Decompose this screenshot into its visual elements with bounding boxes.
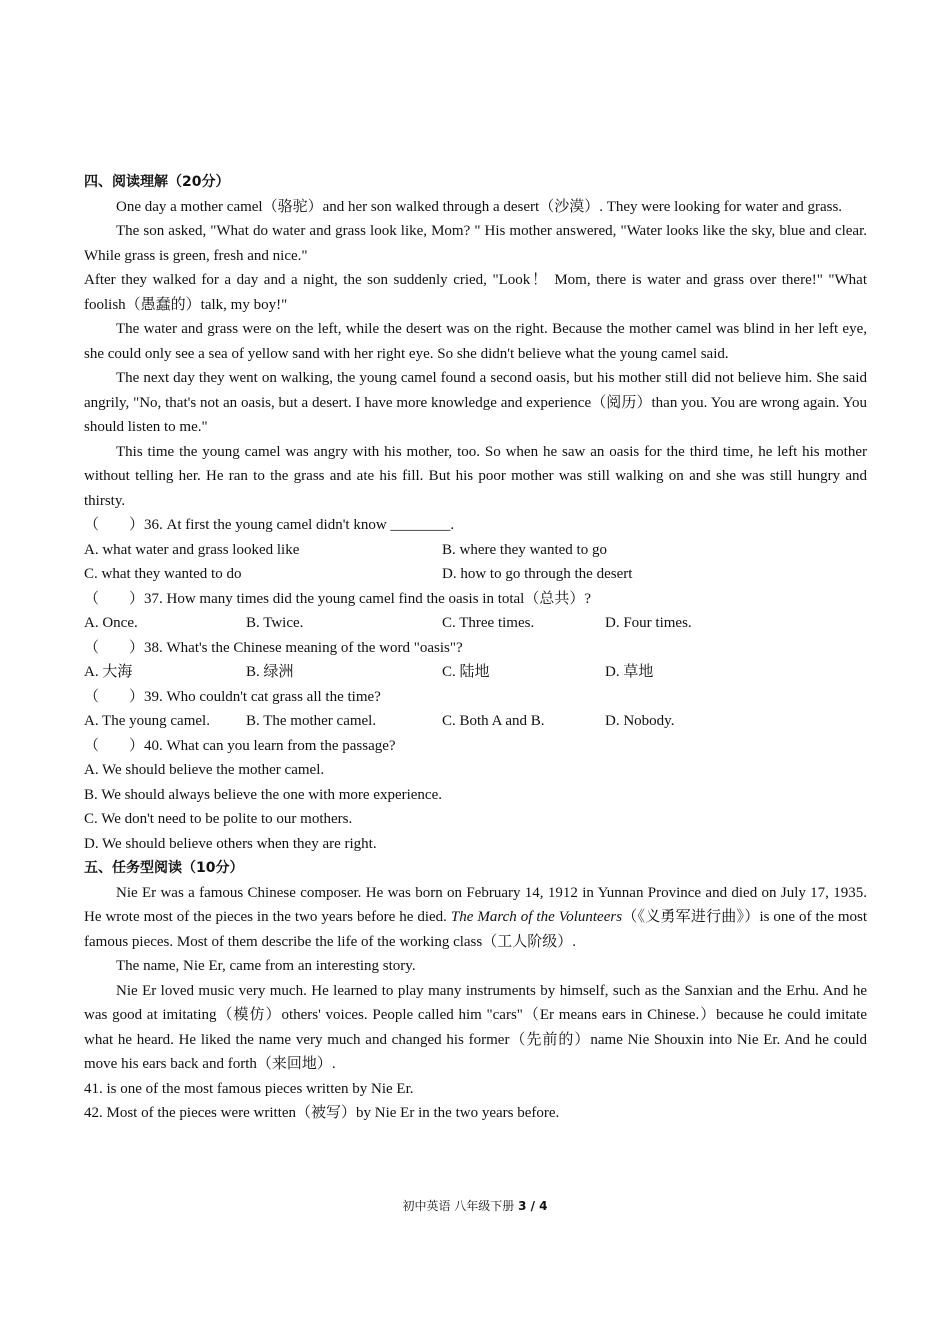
option-d: D. how to go through the desert [442,566,633,582]
page-content [84,170,867,1126]
page-number: 3 / 4 [518,1199,548,1213]
option-a: A. what water and grass looked like [84,541,300,558]
option-d: D. Nobody. [605,713,675,729]
passage-paragraph: The next day they went on walking, the young camel found a second oasis, but his mother still did not believe him. She said angrily, "No, that's not an oasis, but a desert. I have more knowledge and experience（阅历）than you. You are wrong again. You should listen to me." [84,370,867,435]
passage-text: Nie Er was a famous Chinese composer. He was born on February 14, 1912 in Yunnan Province and died on July 17, 1935. He wrote most of the pieces in the two years before he died. [84,884,867,925]
passage-paragraph: This time the young camel was angry with his mother, too. So when he saw an oasis for the third time, he left his mother without telling her. He ran to the grass and ate his fill. But his poor mother was still walking on and she was still hungry and thirsty. [84,443,867,509]
option-a: A. Once. [84,615,138,631]
option-b: B. 绿洲 [246,664,294,680]
question-39: （ ）39. Who couldn't cat grass all the time? [84,688,381,705]
question-39-options [84,709,867,734]
question-37: （ ）37. How many times did the young camel find the oasis in total（总共）? [84,590,592,607]
question-36-options [84,538,867,563]
option-d: D. Four times. [605,615,692,631]
question-40: （ ）40. What can you learn from the passage? [84,737,396,754]
footer-text: 初中英语 八年级下册 [402,1199,519,1213]
question-36: （ ）36. At first the young camel didn't know ________. [84,517,455,533]
option-c: C. Both A and B. [442,713,545,729]
section-4-heading: 四、阅读理解（20分） [84,174,230,190]
option-b: B. The mother camel. [246,713,377,729]
page-footer [0,1197,950,1214]
passage-paragraph: The son asked, "What do water and grass look like, Mom? " His mother answered, "Water looks like the sky, blue and clear. While grass is green, fresh and nice." [84,223,867,264]
option-a: A. The young camel. [84,713,210,729]
question-38: （ ）38. What's the Chinese meaning of the word "oasis"? [84,639,463,656]
option-c: C. We don't need to be polite to our mothers. [84,811,353,827]
option-d: D. 草地 [605,664,654,680]
option-c: C. 陆地 [442,664,490,680]
passage-paragraph: After they walked for a day and a night, the son suddenly cried, "Look！ Mom, there is water and grass over there!" "What foolish（愚蠢的）talk, my boy!" [84,272,867,313]
song-title: The March of the Volunteers [450,909,623,925]
task-41: 41. is one of the most famous pieces written by Nie Er. [84,1080,414,1097]
option-d: D. We should believe others when they are right. [84,835,377,852]
passage-paragraph: The water and grass were on the left, while the desert was on the right. Because the mother camel was blind in her left eye, she could only see a sea of yellow sand with her right eye. So she didn't believe what the young camel said. [84,321,867,362]
question-37-options [84,611,867,636]
passage-paragraph: The name, Nie Er, came from an interesting story. [116,958,416,974]
option-c: C. Three times. [442,615,535,631]
section-5-heading: 五、任务型阅读（10分） [84,860,244,876]
passage-text: （《义勇军进行曲》）is one of the most famous pieces. Most of them describe the life of the working class（工人阶级）. [84,909,867,950]
question-36-options [84,562,867,587]
option-a: A. 大海 [84,664,133,680]
passage-paragraph: One day a mother camel（骆驼）and her son walked through a desert（沙漠）. They were looking for water and grass. [116,198,843,215]
option-c: C. what they wanted to do [84,566,242,582]
passage-paragraph [84,881,867,955]
passage-paragraph: Nie Er loved music very much. He learned to play many instruments by himself, such as the Sanxian and the Erhu. And he was good at imitating（模仿）others' voices. People called him "cars"（Er means ears in Chinese.）because he could imitate what he heard. He liked the name very much and changed his former（先前的）name Nie Shouxin into Nie Er. And he could move his ears back and forth（来回地）. [84,982,867,1072]
option-b: B. where they wanted to go [442,541,607,558]
option-b: B. We should always believe the one with more experience. [84,786,442,803]
task-42: 42. Most of the pieces were written（被写）by Nie Er in the two years before. [84,1105,560,1121]
question-38-options [84,660,867,685]
option-b: B. Twice. [246,615,304,631]
option-a: A. We should believe the mother camel. [84,762,325,778]
